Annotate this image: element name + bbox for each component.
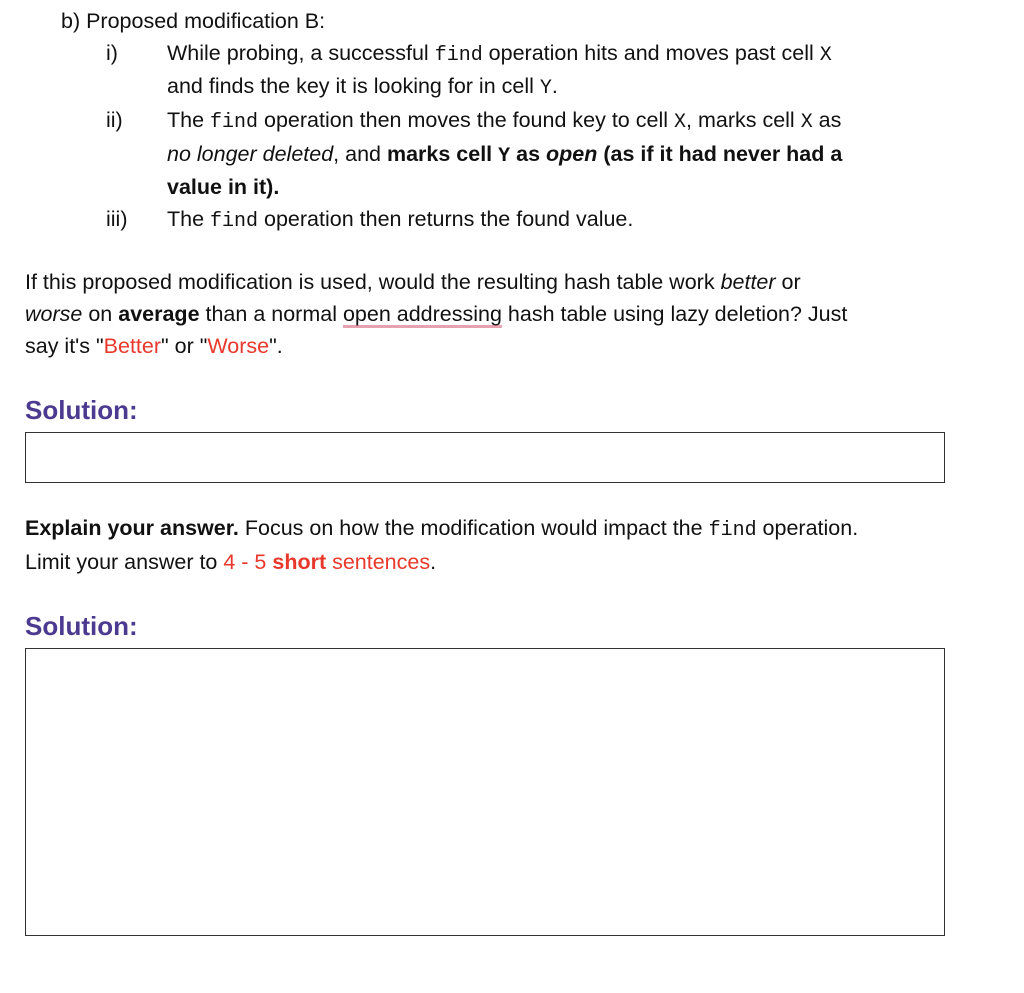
solution2-label: Solution: [25,611,138,641]
step-ii-line1: The find operation then moves the found key to cell X, marks cell X as [167,108,842,134]
question1-line3: say it's "Better" or "Worse". [25,334,283,358]
solution1-answer-text [26,433,944,457]
question1-line1: If this proposed modification is used, would the resulting hash table work better or [25,270,801,294]
step-ii-line2: no longer deleted, and marks cell Y as open (as if it had never had a [167,142,843,168]
step-i-line2: and finds the key it is looking for in cell Y. [167,74,558,100]
step-i-numeral: i) [106,41,118,65]
solution2-answer-text [26,649,944,673]
solution1-answer-box[interactable] [25,432,945,483]
part-b-heading: b) Proposed modification B: [61,9,326,33]
step-iii-numeral: iii) [106,207,128,231]
step-iii-line1: The find operation then returns the found value. [167,207,634,233]
solution2-answer-box[interactable] [25,648,945,936]
step-ii-numeral: ii) [106,108,123,132]
step-i-line1: While probing, a successful find operation hits and moves past cell X [167,41,832,67]
question2-line1: Explain your answer. Focus on how the modification would impact the find operation. [25,516,859,542]
question1-line2: worse on average than a normal open addressing hash table using lazy deletion? Just [25,302,848,326]
step-ii-line3: value in it). [167,175,280,199]
solution1-label: Solution: [25,395,138,425]
spellcheck-underline: open addressing [342,302,502,326]
question2-line2: Limit your answer to 4 - 5 short sentences. [25,550,437,574]
